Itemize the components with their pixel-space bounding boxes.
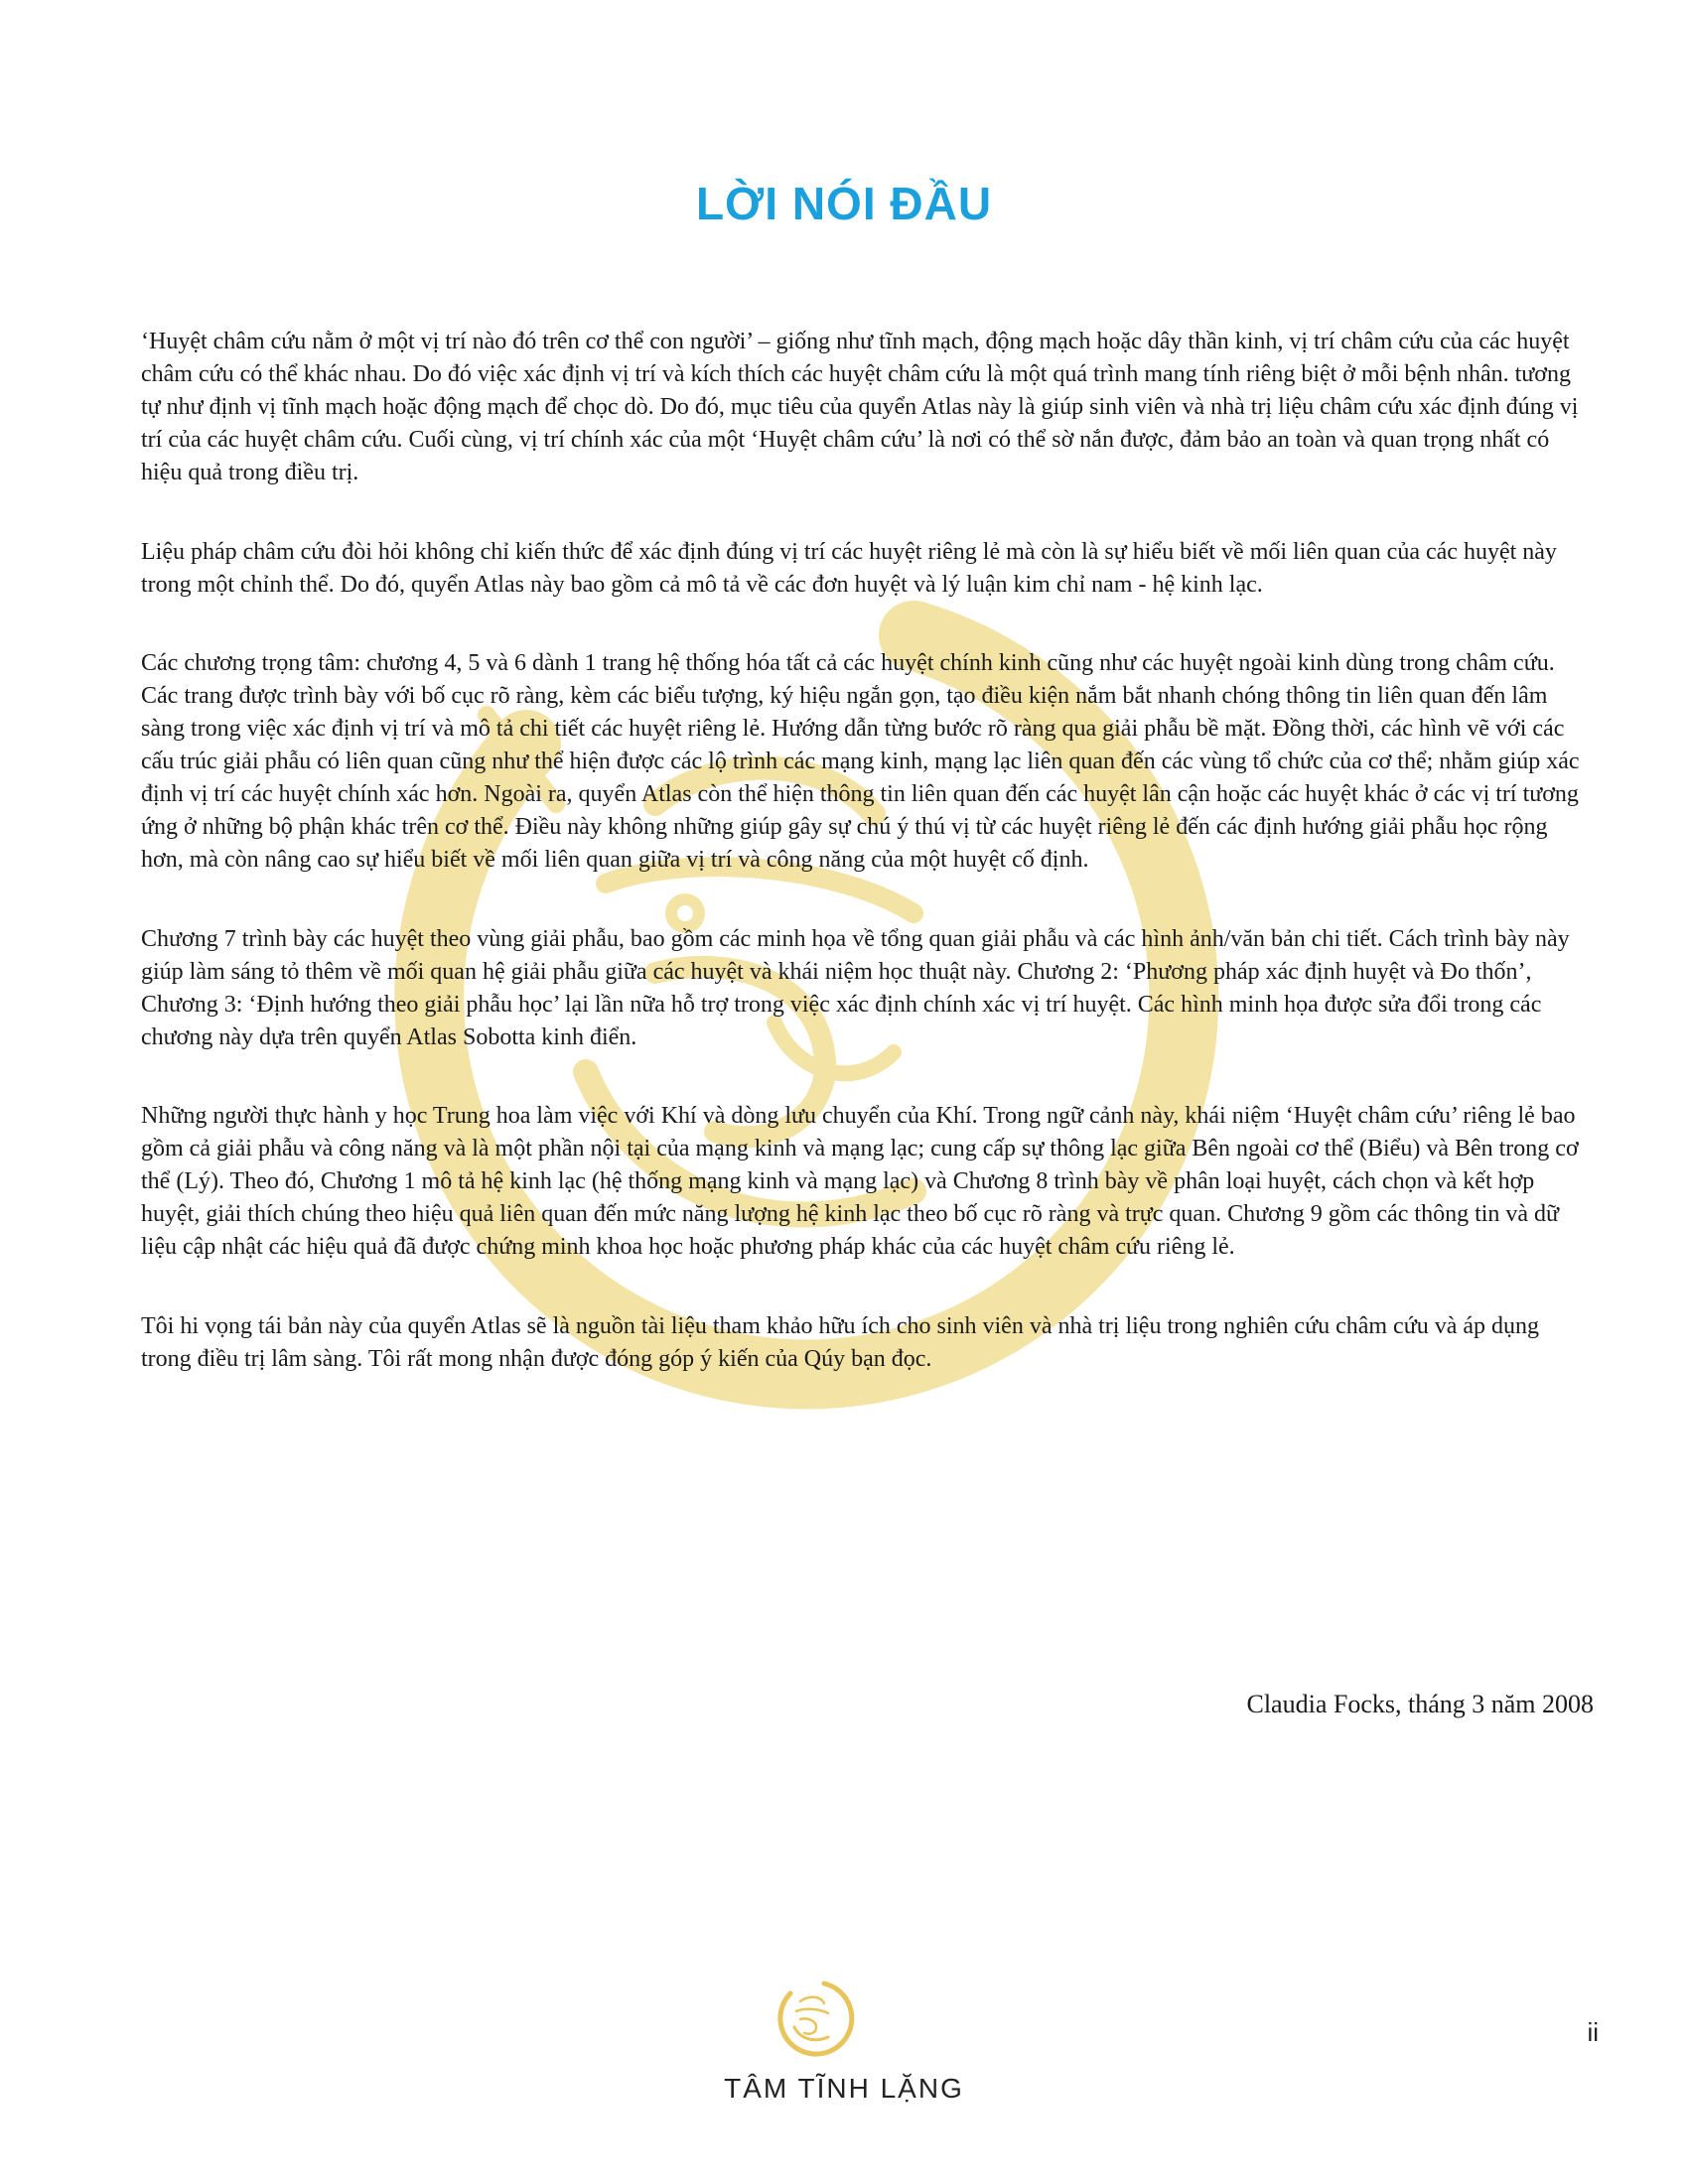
page-number: ii xyxy=(1587,2017,1599,2047)
preface-paragraph-6: Tôi hi vọng tái bản này của quyển Atlas sẽ là nguồn tài liệu tham khảo hữu ích cho sinh viên và nhà trị liệu trong nghiên cứu châm cứu và áp dụng trong điều trị lâm sàng. Tôi rất mong nhận được đóng góp ý kiến của Qúy bạn đọc. xyxy=(141,1312,1540,1372)
preface-paragraph-1: ‘Huyệt châm cứu nằm ở một vị trí nào đó trên cơ thể con người’ – giống như tĩnh mạch, động mạch hoặc dây thần kinh, vị trí châm cứu của các huyệt châm cứu có thể khác nhau. Do đó việc xác định vị trí và kích thích các huyệt châm cứu là một quá trình mang tính riêng biệt ở mỗi bệnh nhân. tương tự như định vị tĩnh mạch hoặc động mạch để chọc dò. Do đó, mục tiêu của quyển Atlas này là giúp sinh viên và nhà trị liệu châm cứu xác định đúng vị trí của các huyệt châm cứu. Cuối cùng, vị trí chính xác của một ‘Huyệt châm cứu’ là nơi có thể sờ nắn được, đảm bảo an toàn và quan trọng nhất có hiệu quả trong điều trị. xyxy=(141,329,1579,486)
brand-logo-icon xyxy=(774,1976,858,2059)
preface-paragraph-2: Liệu pháp châm cứu đòi hỏi không chỉ kiến thức để xác định đúng vị trí các huyệt riêng lẻ mà còn là sự hiểu biết về mối liên quan của các huyệt này trong một chỉnh thể. Do đó, quyển Atlas này bao gồm cả mô tả về các đơn huyệt và lý luận kim chỉ nam - hệ kinh lạc. xyxy=(141,538,1557,598)
preface-paragraph-3: Các chương trọng tâm: chương 4, 5 và 6 dành 1 trang hệ thống hóa tất cả các huyệt chính kinh cũng như các huyệt ngoài kinh dùng trong châm cứu. Các trang được trình bày với bố cục rõ ràng, kèm các biểu tượng, ký hiệu ngắn gọn, tạo điều kiện nắm bắt nhanh chóng thông tin liên quan đến lâm sàng trong việc xác định vị trí và mô tả chi tiết các huyệt riêng lẻ. Hướng dẫn từng bước rõ ràng qua giải phẫu bề mặt. Đồng thời, các hình vẽ với các cấu trúc giải phẫu có liên quan cũng như thể hiện được các lộ trình các mạng kinh, mạng lạc liên quan đến các vùng tổ chức của cơ thể; nhằm giúp xác định vị trí các huyệt chính xác hơn. Ngoài ra, quyển Atlas còn thể hiện thông tin liên quan đến các huyệt lân cận hoặc các huyệt khác ở các vị trí tương ứng ở những bộ phận khác trên cơ thể. Điều này không những giúp gây sự chú ý thú vị từ các huyệt riêng lẻ đến các định hướng giải phẫu học rộng hơn, mà còn nâng cao sự hiểu biết về mối liên quan giữa vị trí và công năng của một huyệt cố định. xyxy=(141,649,1580,874)
preface-paragraph-5: Những người thực hành y học Trung hoa làm việc với Khí và dòng lưu chuyển của Khí. Trong ngữ cảnh này, khái niệm ‘Huyệt châm cứu’ riêng lẻ bao gồm cả giải phẫu và công năng và là một phần nội tại của mạng kinh và mạng lạc; cung cấp sự thông lạc giữa Bên ngoài cơ thể (Biểu) và Bên trong cơ thể (Lý). Theo đó, Chương 1 mô tả hệ kinh lạc (hệ thống mạng kinh và mạng lạc) và Chương 8 trình bày về phân loại huyệt, cách chọn và kết hợp huyệt, giải thích chúng theo hiệu quả liên quan đến mức năng lượng hệ kinh lạc theo bố cục rõ ràng và trực quan. Chương 9 gồm các thông tin và dữ liệu cập nhật các hiệu quả đã được chứng minh khoa học hoặc phương pháp khác của các huyệt châm cứu riêng lẻ. xyxy=(141,1102,1579,1261)
preface-body xyxy=(141,326,1591,1422)
preface-paragraph-4: Chương 7 trình bày các huyệt theo vùng giải phẫu, bao gồm các minh họa về tổng quan giải phẫu và các hình ảnh/văn bản chi tiết. Cách trình bày này giúp làm sáng tỏ thêm về mối quan hệ giải phẫu giữa các huyệt và khái niệm học thuật này. Chương 2: ‘Phương pháp xác định huyệt và Đo thốn’, Chương 3: ‘Định hướng theo giải phẫu học’ lại lần nữa hỗ trợ trong việc xác định chính xác vị trí huyệt. Các hình minh họa được sửa đổi trong các chương này dựa trên quyển Atlas Sobotta kinh điển. xyxy=(141,925,1570,1050)
page-title: LỜI NÓI ĐẦU xyxy=(695,178,993,229)
author-signature: Claudia Focks, tháng 3 năm 2008 xyxy=(1246,1690,1594,1718)
brand-name: TÂM TĨNH LẶNG xyxy=(724,2073,964,2104)
